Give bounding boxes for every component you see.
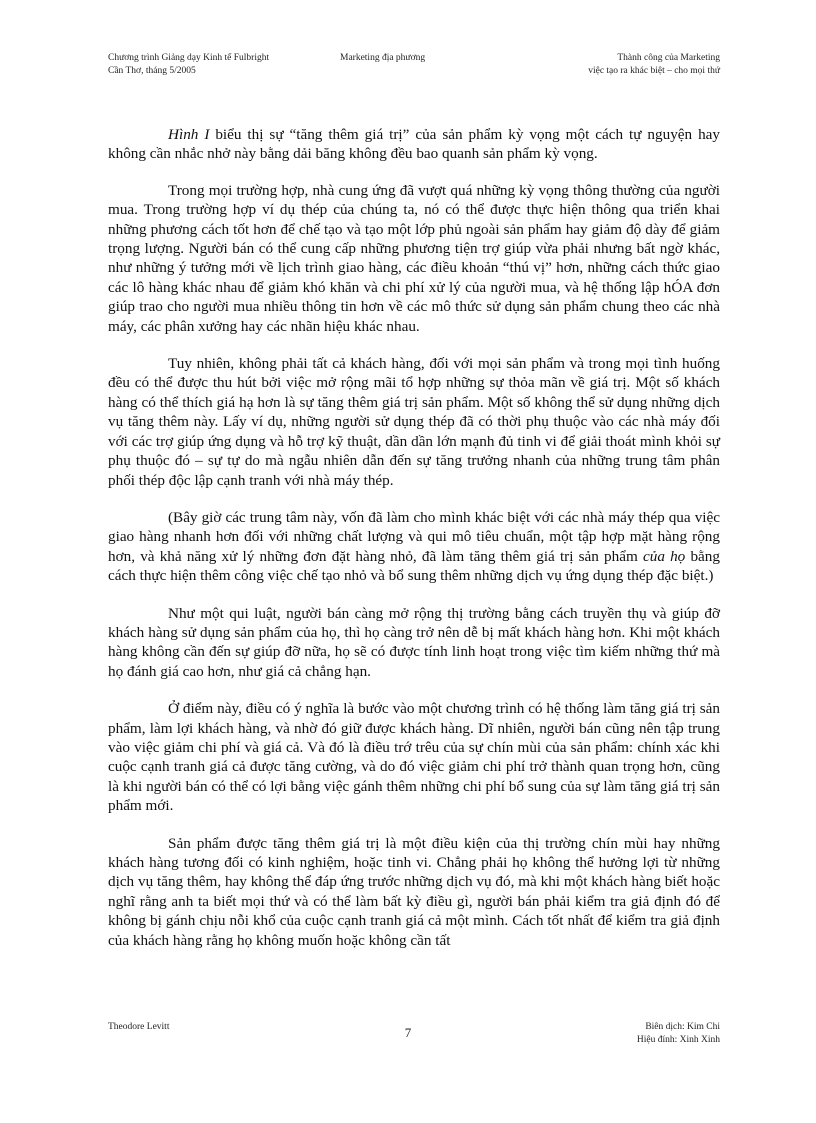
paragraph-7: Sản phẩm được tăng thêm giá trị là một điều kiện của thị trường chín mùi hay những khách hàng tương đối có kinh nghiệm, hoặc tinh vi. Chẳng phải họ không thể hưởng lợi từ những dịch vụ tăng thêm, hay không thể đáp ứng trước những dịch vụ đó, mà khi một khách hàng biết hoặc nghĩ rằng anh ta biết mọi thứ và có thể làm bất kỳ điều gì, người bán phải kiểm tra giả định đó để không bị gánh chịu nỗi khổ của cuộc cạnh tranh giá cả một mình. Cách tốt nhất để kiểm tra giả định của khách hàng rằng họ không muốn hoặc không cần tất: [108, 834, 720, 949]
footer-editor: Hiệu đính: Xinh Xinh: [636, 1035, 720, 1045]
document-body: [108, 125, 720, 968]
emphasis-text: của họ: [642, 547, 686, 565]
header-program: Chương trình Giảng dạy Kinh tế Fulbright: [108, 53, 270, 63]
footer-translator: Biên dịch: Kim Chi: [645, 1022, 720, 1032]
footer-credits: [637, 1021, 720, 1047]
page-number: 7: [404, 1025, 412, 1040]
paragraph-1: Hình I biểu thị sự “tăng thêm giá trị” của sản phẩm kỳ vọng một cách tự nguyện hay không cần nhắc nhở này bằng dải băng không đều bao quanh sản phẩm kỳ vọng.: [108, 126, 721, 163]
page-header-center: Marketing địa phương: [340, 53, 426, 63]
header-chapter-subtitle: việc tạo ra khác biệt – cho mọi thứ: [588, 66, 720, 76]
header-date: Cần Thơ, tháng 5/2005: [108, 66, 196, 76]
page-header-right: [588, 52, 720, 78]
paragraph-4: (Bây giờ các trung tâm này, vốn đã làm cho mình khác biệt với các nhà máy thép qua việc giao hàng nhanh hơn đối với những chất lượng và qui mô tiêu chuẩn, một tập hợp mặt hàng rộng hơn, và khả năng xử lý những đơn đặt hàng nhỏ, đã làm tăng thêm giá trị sản phẩm của họ bằng cách thực hiện thêm công việc chế tạo nhỏ và bổ sung thêm những dịch vụ ứng dụng thép đặc biệt.): [108, 508, 720, 585]
paragraph-6: Ở điểm này, điều có ý nghĩa là bước vào một chương trình có hệ thống làm tăng giá trị sản phẩm, làm lợi khách hàng, và nhờ đó giữ được khách hàng. Dĩ nhiên, người bán cũng nên tập trung vào việc giảm chi phí và giá cả. Và đó là điều trớ trêu của sự chín mùi của sản phẩm: chính xác khi cuộc cạnh tranh giá cả được tăng cường, và do đó việc giảm chi phí trở thành quan trọng hơn, cũng là khi người bán có thể có lợi bằng việc gánh thêm những chi phí bổ sung của sự làm tăng giá trị sản phẩm mới.: [108, 700, 720, 815]
paragraph-3: Tuy nhiên, không phải tất cả khách hàng, đối với mọi sản phẩm và trong mọi tình huống đều có thể được thu hút bởi việc mở rộng mãi tổ hợp những sự thỏa mãn về giá trị. Một số khách hàng có thể thích giá hạ hơn là sự tăng thêm giá trị sản phẩm. Một số không thể sử dụng những dịch vụ tăng thêm này. Lấy ví dụ, những người sử dụng thép đã có thời phụ thuộc vào các nhà máy đối với các trợ giúp ứng dụng và hỗ trợ kỹ thuật, dần dần lớn mạnh đủ tinh vi để giải thoát mình khỏi sự phụ thuộc đó – sự tự do mà ngẫu nhiên dẫn đến sự tăng trưởng nhanh của những trung tâm phân phối thép độc lập cạnh tranh với nhà máy thép.: [108, 355, 720, 489]
header-chapter-title: Thành công của Marketing: [617, 53, 720, 63]
figure-reference: Hình I: [168, 126, 210, 143]
paragraph-5: Như một qui luật, người bán càng mở rộng thị trường bằng cách truyền thụ và giúp đỡ khách hàng sử dụng sản phẩm của họ, thì họ càng trở nên dễ bị mất khách hàng hơn. Khi một khách hàng không cần đến sự giúp đỡ nữa, họ sẽ có được tính linh hoạt trong việc tìm kiếm những thứ mà họ đánh giá cao hơn, như giá cả chẳng hạn.: [108, 604, 720, 680]
footer-author: Theodore Levitt: [108, 1022, 170, 1032]
page-header-left: [108, 52, 269, 78]
paragraph-2: Trong mọi trường hợp, nhà cung ứng đã vượt quá những kỳ vọng thông thường của người mua. Trong trường hợp ví dụ thép của chúng ta, nó có thể được thực hiện thông qua triển khai những phương cách tốt hơn để chế tạo và tạo một lớp phủ ngoài sản phẩm hay giảm độ dày để giảm trọng lượng. Người bán có thể cung cấp những phương tiện trợ giúp vừa phải nhưng bất ngờ khác, như những ý tưởng mới về lịch trình giao hàng, các điều khoản “thú vị” hơn, những cách thức giao các lô hàng khác nhau để giảm khó khăn và chi phí xử lý của người mua, và hệ thống lập hÓA đơn giúp trao cho người mua nhiều thông tin hơn về các mô thức sử dụng sản phẩm chung theo các nhà máy, các phân xưởng hay các nhãn hiệu khác nhau.: [108, 181, 720, 335]
